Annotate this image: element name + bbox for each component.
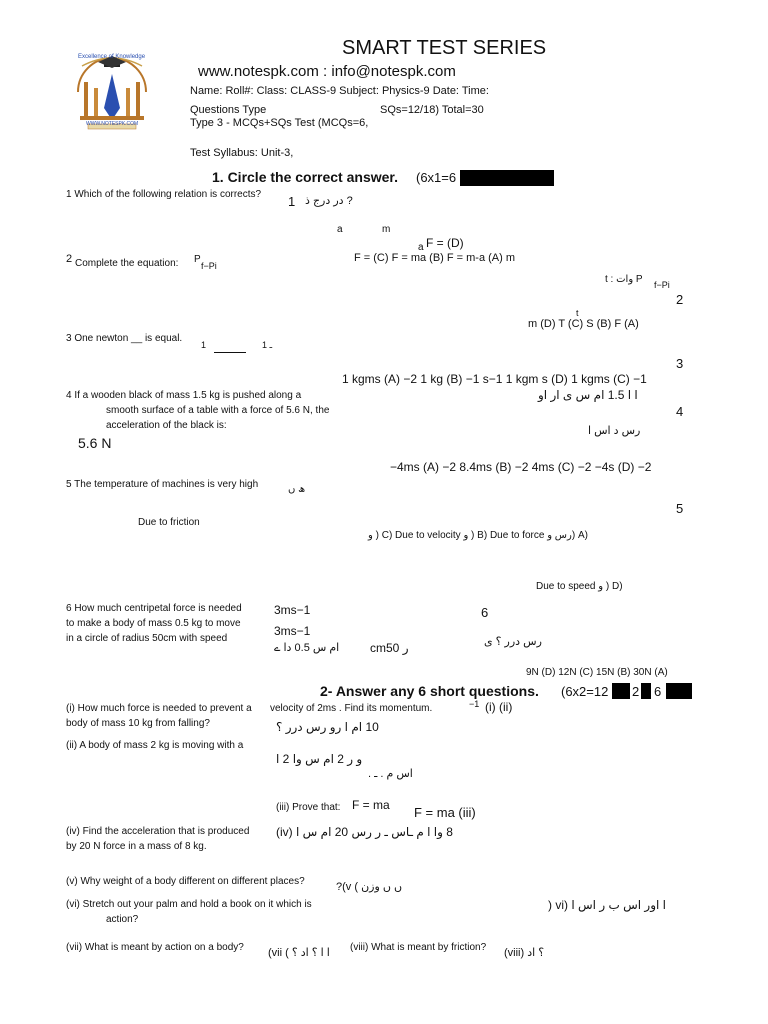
sq7-urdu: ا ا ؟ اد ؟ ) vii): [268, 947, 330, 959]
q6-number: 6: [481, 605, 489, 620]
q6-options: 9N (D) 12N (C) 15N (B) 30N (A): [526, 667, 668, 678]
q6-line1: 6 How much centripetal force is needed: [66, 603, 242, 614]
section1-marks: (6x1=6: [416, 170, 457, 185]
q6-line3: in a circle of radius 50cm with speed: [66, 633, 228, 644]
q1-number: 1: [288, 194, 296, 209]
sq4-line1: (iv) Find the acceleration that is produced: [66, 826, 250, 837]
q5-number: 5: [676, 501, 684, 516]
sq6-line1: (vi) Stretch out your palm and hold a book on it which is: [66, 899, 312, 910]
sq2-urdu2: اس م . ـ .: [368, 768, 413, 780]
q5-option-speed: Due to speed و ) D): [536, 581, 623, 592]
q2-pf-pi: f−Pi: [201, 261, 217, 271]
sq3-formula1: F = ma: [352, 798, 390, 812]
sq1-velocity-text: velocity of 2ms . Find its momentum.: [270, 703, 433, 714]
sq5-urdu: ?(v ( ں ں وزن: [336, 881, 403, 893]
q4-options: −4ms (A) −2 8.4ms (B) −2 4ms (C) −2 −4s (D) −2: [390, 460, 652, 474]
q2-urdu: t : وات P: [605, 274, 643, 285]
q3-blank-b: 1 ـ: [262, 340, 273, 350]
q4-urdu1: ا ا 1.5 ام س ی ار او: [538, 388, 638, 402]
q1-urdu: ? در درج ذ: [305, 195, 353, 207]
sq4-line2: by 20 N force in a mass of 8 kg.: [66, 841, 207, 852]
redaction-box: [666, 683, 692, 699]
sq8-text: (viii) What is meant by friction?: [350, 942, 487, 953]
q5-urdu: ھ ں: [288, 484, 306, 495]
q3-blank-a: 1: [201, 340, 207, 350]
test-type-line: Type 3 - MCQs+SQs Test (MCQs=6,: [190, 117, 369, 129]
q6-line2: to make a body of mass 0.5 kg to move: [66, 618, 241, 629]
q2-text: Complete the equation:: [75, 258, 179, 269]
q1-option-a: a: [337, 224, 343, 235]
q5-text: 5 The temperature of machines is very high: [66, 479, 259, 490]
q4-line1: 4 If a wooden black of mass 1.5 kg is pushed along a: [66, 390, 302, 401]
section2-heading: 2- Answer any 6 short questions.: [320, 683, 539, 699]
q4-urdu2: رس د اس ا: [588, 425, 641, 437]
q2-t: t: [576, 308, 579, 318]
q4-line3: acceleration of the black is:: [106, 420, 227, 431]
logo-url: WWW.NOTESPK.COM: [86, 121, 139, 127]
page-title: SMART TEST SERIES: [342, 37, 547, 59]
q1-text: 1 Which of the following relation is corrects?: [66, 189, 262, 200]
q1-sub-a: a: [418, 242, 424, 253]
sq6-urdu: ا اور اس ب ر اس ا (vi (: [548, 898, 666, 912]
sq1-label: (i) (ii): [485, 700, 513, 714]
q4-force: 5.6 N: [78, 435, 112, 451]
redaction-box: [641, 683, 651, 699]
section2-marks-end: 6: [654, 684, 662, 699]
test-syllabus: Test Syllabus: Unit-3,: [190, 147, 294, 159]
sq1-urdu: 10 ام ا رو رس درر ؟: [276, 720, 379, 734]
q2-number-label: 2: [66, 253, 73, 265]
q3-blank-line: [214, 352, 246, 353]
sq3-formula2: F = ma (iii): [414, 805, 476, 820]
sq4-urdu: 8 وا ا م ـاس ـ ر رس 20 ام س ا (iv): [276, 825, 453, 839]
redaction-box: [612, 683, 630, 699]
sq1-superscript: −1: [469, 699, 480, 709]
q2-number: 2: [676, 292, 684, 307]
redaction-box: [460, 170, 554, 186]
sq3-text: (iii) Prove that:: [276, 802, 341, 813]
sq2-text: (ii) A body of mass 2 kg is moving with a: [66, 740, 244, 751]
q3-number: 3: [676, 356, 684, 371]
sq2-urdu1: و ر 2 ام س وا 2 ا: [276, 752, 363, 766]
sq8-urdu: ؟ اد (viii): [504, 947, 545, 959]
school-logo: [68, 48, 156, 136]
sq1-line2: body of mass 10 kg from falling?: [66, 718, 210, 729]
contact-line: www.notespk.com : info@notespk.com: [198, 63, 456, 80]
q6-urdu-mass: ام س 0.5 دا ے: [274, 642, 340, 654]
questions-type-label: Questions Type: [190, 104, 267, 116]
q6-urdu-question: رس درر ؟ ی: [484, 636, 542, 648]
q1-force-eq: F = (D): [426, 236, 464, 250]
q3-text: 3 One newton __ is equal.: [66, 333, 183, 344]
q6-velocity1: 3ms−1: [274, 603, 311, 617]
q2-options: m (D) T (C) S (B) F (A): [528, 318, 639, 330]
q5-options: و ) C) Due to velocity و ) B) Due to force رس و) A): [368, 530, 588, 541]
logo-motto: Excellence of Knowledge: [78, 54, 146, 60]
sq1-line1: (i) How much force is needed to prevent a: [66, 703, 252, 714]
q2-p: P: [194, 254, 201, 265]
sqs-total: SQs=12/18) Total=30: [380, 104, 484, 116]
sq5-text: (v) Why weight of a body different on different places?: [66, 876, 305, 887]
section1-heading: 1. Circle the correct answer.: [212, 169, 398, 185]
section2-marks: (6x2=12: [561, 684, 609, 699]
q6-velocity2: 3ms−1: [274, 624, 311, 638]
q3-options: 1 kgms (A) −2 1 kg (B) −1 s−1 1 kgm s (D) 1 kgms (C) −1: [342, 372, 647, 386]
student-info-line: Name: Roll#: Class: CLASS-9 Subject: Physics-9 Date: Time:: [190, 85, 489, 97]
q1-option-m: m: [382, 224, 391, 235]
q5-option-friction: Due to friction: [138, 517, 200, 528]
sq6-line2: action?: [106, 914, 139, 925]
sq7-text: (vii) What is meant by action on a body?: [66, 942, 244, 953]
q6-radius: cm50 ر: [370, 641, 409, 655]
q4-number: 4: [676, 404, 684, 419]
q2-urdu-sub: f−Pi: [654, 280, 670, 290]
q4-line2: smooth surface of a table with a force of 5.6 N, the: [106, 405, 330, 416]
section2-marks-mid: 2: [632, 684, 640, 699]
q1-options: F = (C) F = ma (B) F = m-a (A) m: [354, 252, 516, 264]
